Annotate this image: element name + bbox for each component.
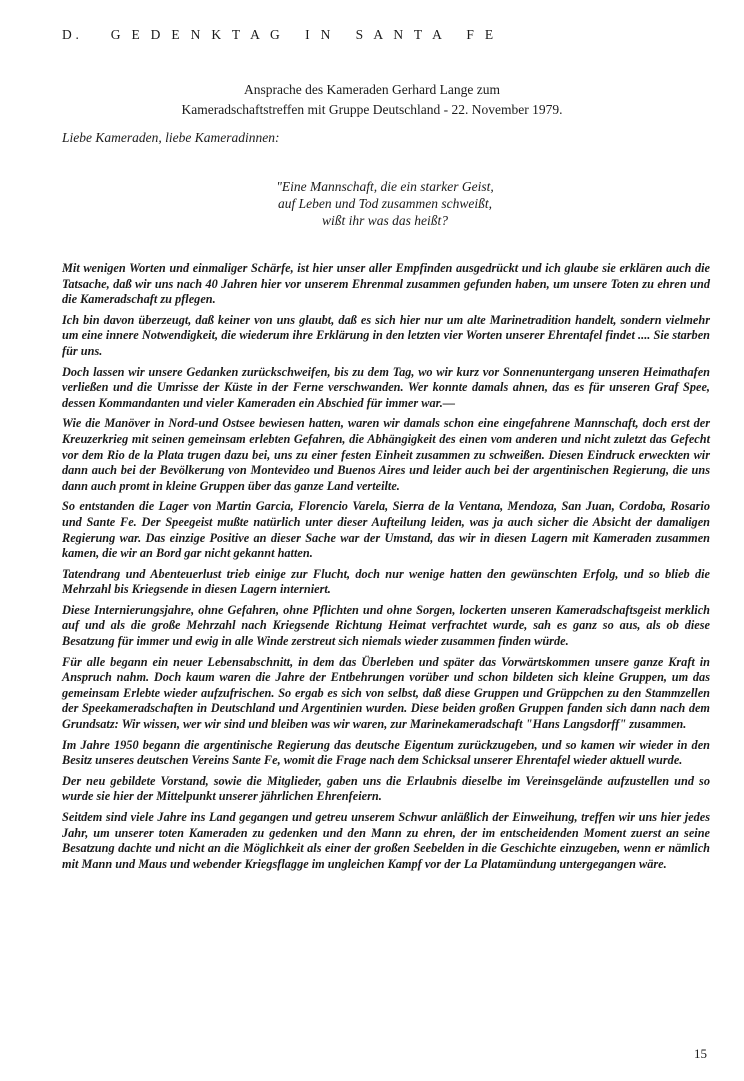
- paragraph: Im Jahre 1950 begann die argentinische Regierung das deutsche Eigentum zurückzugeben, und so kamen wir wieder in den Besitz unseres deutschen Vereins Sante Fe, womit die Frage nach dem Schicksal unserer Ehrentafel wieder aktuell wurde.: [62, 737, 710, 768]
- salutation: Liebe Kameraden, liebe Kameradinnen:: [62, 130, 280, 145]
- paragraph: So entstanden die Lager von Martin Garcia, Florencio Varela, Sierra de la Ventana, Mendoza, San Juan, Cordoba, Rosario und Sante Fe. Der Speegeist mußte natürlich unter dieser Aufteilung leiden, was ja auch sicher die Absicht der damaligen Regierung war. Das einzige Positive an dieser Sache war der Umstand, das wir in diesen Lagern mit Kameraden zusammen kamen, die wir an Bord gar nicht gekannt hatten.: [62, 499, 710, 561]
- motto-verse: [200, 178, 570, 229]
- paragraph: Mit wenigen Worten und einmaliger Schärfe, ist hier unser aller Empfinden ausgedrückt und ich glaube sie erklären auch die Tatsache, daß wir uns nach 40 Jahren hier vor unserem Ehrenmal zusammen gefunden haben, um unsere Toten zu ehren und die Kameradschaft zu pflegen.: [62, 261, 710, 307]
- paragraph: Doch lassen wir unsere Gedanken zurückschweifen, bis zu dem Tag, wo wir kurz vor Sonnenuntergang unseren Heimathafen verließen und die Umrisse der Küste in der Ferne verschwanden. Wer konnte damals ahnen, das es für unseren Graf Spee, dessen Kommandanten und vieler Kameraden ein Abschied für immer war.—: [62, 364, 710, 410]
- paragraph: Der neu gebildete Vorstand, sowie die Mitglieder, gaben uns die Erlaubnis dieselbe im Vereinsgelände aufzustellen und so wurde sie hier der Mittelpunkt unserer jährlichen Ehrenfeiern.: [62, 773, 710, 804]
- section-letter: D.: [62, 27, 83, 42]
- motto-line-1: "Eine Mannschaft, die ein starker Geist,: [276, 179, 494, 194]
- speech-body: [62, 261, 710, 877]
- paragraph: Ich bin davon überzeugt, daß keiner von uns glaubt, daß es sich hier nur um alte Marinetradition handelt, sondern vielmehr um eine innere Notwendigkeit, die wiederum ihre Erklärung in den letzten vier Worten unserer Ehrentafel findet .... Sie starben für uns.: [62, 312, 710, 358]
- speech-header-line-1: Ansprache des Kameraden Gerhard Lange zum: [243, 82, 500, 97]
- paragraph: Tatendrang und Abenteuerlust trieb einige zur Flucht, doch nur wenige hatten den gewünschten Erfolg, und so blieb die Mehrzahl bis Kriegsende in diesen Lagern interniert.: [62, 566, 710, 597]
- motto-line-3: wißt ihr was das heißt?: [321, 213, 448, 228]
- speech-header: [0, 80, 744, 120]
- paragraph: Diese Internierungsjahre, ohne Gefahren, ohne Pflichten und ohne Sorgen, lockerten unseren Kameradschaftsgeist merklich auf und als die große Mehrzahl nach Kriegsende Richtung Heimat verfrachtet wurde, sah es ganz so aus, als ob diese Besatzung für immer und ewig in alle Winde zerstreut sich niemals wieder zusammen finden würde.: [62, 602, 710, 649]
- paragraph: Wie die Manöver in Nord-und Ostsee bewiesen hatten, waren wir damals schon eine eingefahrene Mannschaft, doch erst der Kreuzerkrieg mit seinen gemeinsam erlebten Gefahren, die Abhängigkeit des einen vom anderen und nicht zuletzt das Gefecht vor dem Rio de la Plata trugen dazu bei, uns zu einer festen Einheit zusammen zu schweißen. Diesen Eindruck erweckten wir dann auch bei der Bevölkerung von Montevideo und Buenos Aires und leider auch bei der argentinischen Regierung, die uns dann auch promt in kleine Gruppen über das ganze Land verteilte.: [62, 416, 710, 493]
- section-heading: [62, 27, 497, 43]
- section-title: G E D E N K T A G I N S A N T A F E: [110, 27, 497, 42]
- speech-header-line-2: Kameradschaftstreffen mit Gruppe Deutschland - 22. November 1979.: [181, 102, 563, 117]
- page-number: 15: [694, 1046, 707, 1061]
- paragraph: Für alle begann ein neuer Lebensabschnitt, in dem das Überleben und später das Vorwärtskommen unsere ganze Kraft in Anspruch nahm. Doch kaum waren die Jahre der Entbehrungen vorüber und schon bildeten sich kleine Gruppen, um das gemeinsam Erlebte wieder aufzufrischen. So ergab es sich von selbst, daß diese Gruppen und Grüppchen zu den Stammzellen der Speekameradschaften in Deutschland und Argentinien wurden. Diese beiden großen Gruppen fanden sich dann nach dem Grundsatz: Wir wissen, wer wir sind und bleiben was wir waren, zur Marinekameradschaft "Hans Langsdorff" zusammen.: [62, 654, 710, 732]
- paragraph: Seitdem sind viele Jahre ins Land gegangen und getreu unserem Schwur anläßlich der Einweihung, treffen wir uns hier jedes Jahr, um unserer toten Kameraden zu gedenken und den Mann zu ehren, der im entscheidenden Moment zuerst an seine Besatzung dachte und nicht an die Möglichkeit als einer der großen Seebelden in die Geschichte einzugeben, wenn er nämlich mit Mann und Maus und webender Kriegsflagge im ungleichen Kampf vor der La Platamündung untergegangen wäre.: [62, 810, 710, 871]
- motto-line-2: auf Leben und Tod zusammen schweißt,: [277, 196, 492, 211]
